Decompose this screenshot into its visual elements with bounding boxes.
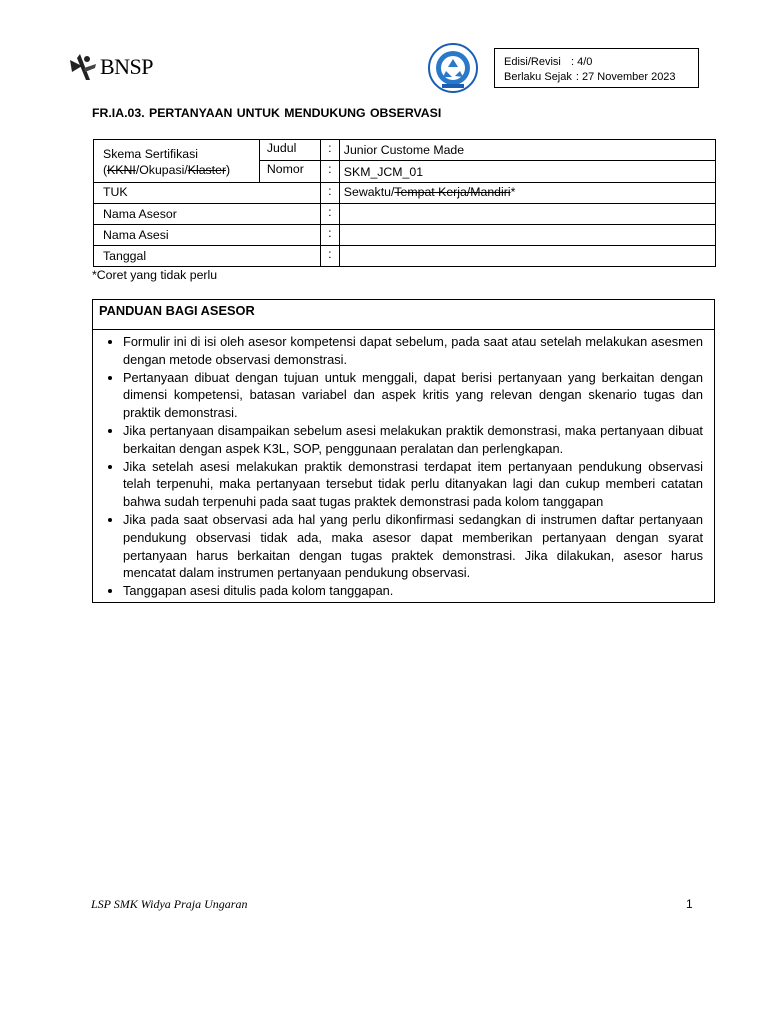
- nomor-value: SKM_JCM_01: [339, 161, 715, 183]
- list-item: • Formulir ini di isi oleh asesor kompetensi dapat sebelum, pada saat atau setelah melakukan asesmen dengan metode observasi demonstrasi.: [123, 333, 703, 369]
- bnsp-logo: [68, 50, 153, 84]
- list-item: • Jika pertanyaan disampaikan sebelum asesi melakukan praktik demonstrasi, maka pertanyaan dibuat berkaitan dengan aspek K3L, SOP, penggunaan peralatan dan perlengkapan.: [123, 422, 703, 458]
- edisi-label: Edisi/Revisi: [504, 56, 561, 68]
- judul-label: Judul: [259, 140, 320, 161]
- list-item: • Pertanyaan dibuat dengan tujuan untuk menggali, dapat berisi pertanyaan yang berkaitan dengan dimensi kompetensi, batasan variabel dan aspek kritis yang relevan dengan skenario tugas dan praktik demonstrasi.: [123, 369, 703, 422]
- skema-label-line1: Skema Sertifikasi: [103, 147, 198, 161]
- colon: :: [320, 183, 339, 204]
- strike-tempat-kerja-mandiri: Tempat Kerja/Mandiri: [394, 185, 511, 199]
- nomor-label: Nomor: [259, 161, 320, 183]
- judul-value: Junior Custome Made: [339, 140, 715, 161]
- list-item: • Jika setelah asesi melakukan praktik demonstrasi terdapat item pertanyaan pendukung observasi telah terpenuhi, maka pertanyaan tersebut tidak perlu ditanyakan lagi dan cukup memberi catatan bahwa sudah terpenuhi pada saat tugas praktek demonstrasi pada kolom tanggapan: [123, 458, 703, 511]
- tuk-label: TUK: [94, 183, 321, 204]
- colon: :: [320, 225, 339, 246]
- footer-organization: LSP SMK Widya Praja Ungaran: [91, 897, 248, 911]
- panduan-box: [92, 299, 715, 603]
- list-item: • Tanggapan asesi ditulis pada kolom tanggapan.: [123, 582, 703, 600]
- list-item: • Jika pada saat observasi ada hal yang perlu dikonfirmasi sedangkan di instrumen daftar pertanyaan pendukung observasi tidak ada, maka asesor dapat memberikan pertanyaan dengan syarat pertanyaan harus berkaitan dengan tugas praktek demonstrasi. Jika dilakukan, asesor harus mencatat dalam instrumen pertanyaan pendukung observasi.: [123, 511, 703, 582]
- strike-klaster: Klaster: [187, 163, 227, 177]
- skema-table: [93, 139, 716, 267]
- nama-asesi-value[interactable]: [339, 225, 715, 246]
- colon: :: [320, 204, 339, 225]
- revision-box: [494, 48, 699, 88]
- colon: :: [320, 161, 339, 183]
- nama-asesi-label: Nama Asesi: [94, 225, 321, 246]
- tanggal-label: Tanggal: [94, 246, 321, 267]
- document-title: FR.IA.03. PERTANYAAN UNTUK MENDUKUNG OBSERVASI: [92, 106, 442, 120]
- nama-asesor-value[interactable]: [339, 204, 715, 225]
- edisi-value: : 4/0: [571, 56, 593, 68]
- strike-kkni: KKNI: [107, 163, 136, 177]
- tuk-value: Sewaktu/Tempat Kerja/Mandiri*: [339, 183, 715, 204]
- nama-asesor-label: Nama Asesor: [94, 204, 321, 225]
- panduan-list: [93, 330, 714, 602]
- colon: :: [320, 246, 339, 267]
- bnsp-logo-text: BNSP: [100, 54, 154, 79]
- skema-label-cell: [94, 140, 260, 183]
- panduan-heading: PANDUAN BAGI ASESOR: [93, 300, 714, 330]
- bnsp-emblem-icon: [68, 50, 98, 84]
- lsp-seal-icon: [428, 43, 478, 93]
- skema-label-line2: (KKNI/Okupasi/Klaster): [103, 163, 231, 177]
- page-number: 1: [686, 897, 693, 911]
- berlaku-value: : 27 November 2023: [575, 71, 676, 83]
- tanggal-value[interactable]: [339, 246, 715, 267]
- colon: :: [320, 140, 339, 161]
- strike-note: *Coret yang tidak perlu: [92, 268, 218, 282]
- berlaku-label: Berlaku Sejak: [504, 71, 572, 83]
